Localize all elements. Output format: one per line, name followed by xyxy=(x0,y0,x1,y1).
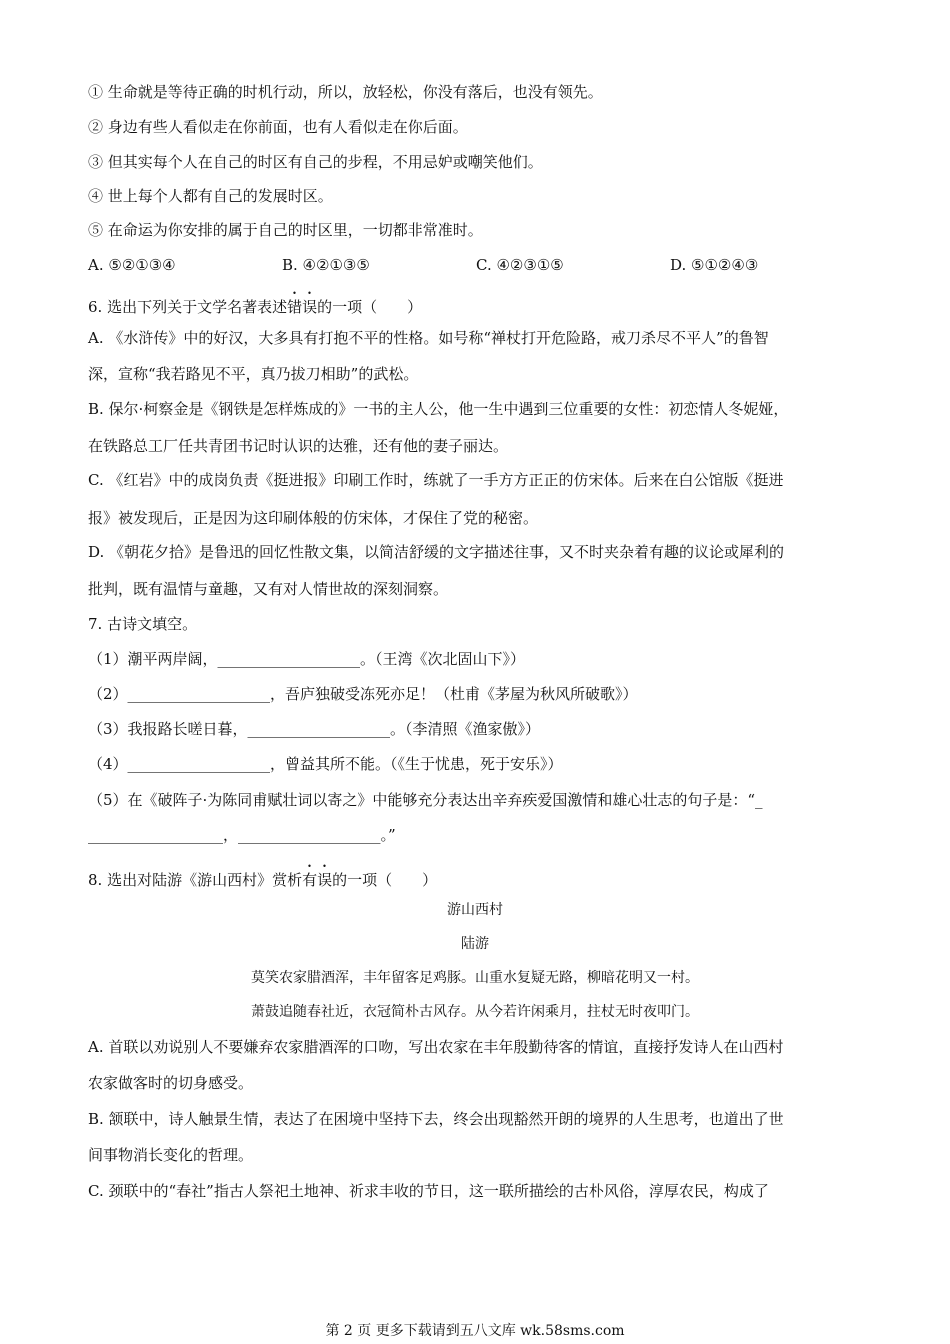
q6-line: 批判，既有温情与童趣，又有对人情世故的深刻洞察。 xyxy=(88,580,449,598)
q7-line: （3）我报路长嗟日暮，___________________。（李清照《渔家傲》） xyxy=(88,720,541,738)
q7-line: （5）在《破阵子·为陈同甫赋壮词以寄之》中能够充分表达出辛弃疾爱国激情和雄心壮志的句子是：“_ xyxy=(88,791,763,809)
q7-line: （1）潮平两岸阔，___________________。（王湾《次北固山下》） xyxy=(88,650,526,668)
page-footer: 第 2 页 更多下载请到五八文库 wk.58sms.com xyxy=(325,1323,625,1339)
q7-line: （2）___________________，吾庐独破受冻死亦足！（杜甫《茅屋为秋风所破歌》） xyxy=(88,685,638,703)
question-7-stem: 7. 古诗文填空。 xyxy=(88,615,198,633)
q8-line: C. 颈联中的“春社”指古人祭祀土地神、祈求丰收的节日，这一联所描绘的古朴风俗，淳厚农民，构成了 xyxy=(88,1182,769,1200)
poem-author: 陆游 xyxy=(461,936,489,952)
emphasis-text: 有误 xyxy=(302,871,333,889)
sort-option-d: D. ⑤①②④③ xyxy=(670,256,759,274)
sort-item: ② 身边有些人看似走在你前面，也有人看似走在你后面。 xyxy=(88,118,468,136)
q6-line: B. 保尔·柯察金是《钢铁是怎样炼成的》一书的主人公，他一生中遇到三位重要的女性：初恋情人冬妮娅， xyxy=(88,400,789,418)
q8-line: A. 首联以劝说别人不要嫌弃农家腊酒浑的口吻，写出农家在丰年殷勤待客的情谊，直接抒发诗人在山西村 xyxy=(88,1038,784,1056)
poem-line: 莫笑农家腊酒浑，丰年留客足鸡豚。山重水复疑无路，柳暗花明又一村。 xyxy=(251,970,699,986)
sort-item: ④ 世上每个人都有自己的发展时区。 xyxy=(88,187,333,205)
sort-item: ⑤ 在命运为你安排的属于自己的时区里，一切都非常准时。 xyxy=(88,221,483,239)
question-6-stem: 6. 选出下列关于文学名著表述错误的一项（ ） xyxy=(88,298,423,316)
sort-item: ③ 但其实每个人在自己的时区有自己的步程，不用忌妒或嘲笑他们。 xyxy=(88,153,543,171)
poem-line: 萧鼓追随春社近，衣冠简朴古风存。从今若许闲乘月，拄杖无时夜叩门。 xyxy=(251,1004,699,1020)
poem-title: 游山西村 xyxy=(447,902,503,918)
sort-option-b: B. ④②①③⑤ xyxy=(282,256,370,274)
question-8-stem: 8. 选出对陆游《游山西村》赏析有误的一项（ ） xyxy=(88,871,438,889)
q6-line: C. 《红岩》中的成岗负责《挺进报》印刷工作时，练就了一手方方正正的仿宋体。后来在白公馆版《挺进 xyxy=(88,471,784,489)
q8-line: B. 颔联中，诗人触景生情，表达了在困境中坚持下去，终会出现豁然开朗的境界的人生思考，也道出了世 xyxy=(88,1110,784,1128)
sort-item: ① 生命就是等待正确的时机行动，所以，放轻松，你没有落后，也没有领先。 xyxy=(88,83,603,101)
q6-line: D. 《朝花夕拾》是鲁迅的回忆性散文集，以简洁舒缓的文字描述往事，又不时夹杂着有趣的议论或犀利的 xyxy=(88,543,785,561)
q8-line: 农家做客时的切身感受。 xyxy=(88,1074,254,1092)
q6-line: 在铁路总工厂任共青团书记时认识的达雅，还有他的妻子丽达。 xyxy=(88,437,509,455)
sort-option-a: A. ⑤②①③④ xyxy=(88,256,176,274)
q6-line: 深，宣称“我若路见不平，真乃拔刀相助”的武松。 xyxy=(88,365,419,383)
sort-option-c: C. ④②③①⑤ xyxy=(476,256,564,274)
q7-line: （4）___________________，曾益其所不能。（《生于忧患，死于安乐》） xyxy=(88,755,563,773)
emphasis-text: 错误 xyxy=(287,298,318,316)
q6-line: 报》被发现后，正是因为这印刷体般的仿宋体，才保住了党的秘密。 xyxy=(88,509,539,527)
q8-line: 间事物消长变化的哲理。 xyxy=(88,1146,254,1164)
q6-line: A. 《水浒传》中的好汉，大多具有打抱不平的性格。如号称“禅杖打开危险路，戒刀杀尽不平人”的鲁智 xyxy=(88,329,769,347)
q7-line: __________________，___________________。” xyxy=(88,826,396,844)
